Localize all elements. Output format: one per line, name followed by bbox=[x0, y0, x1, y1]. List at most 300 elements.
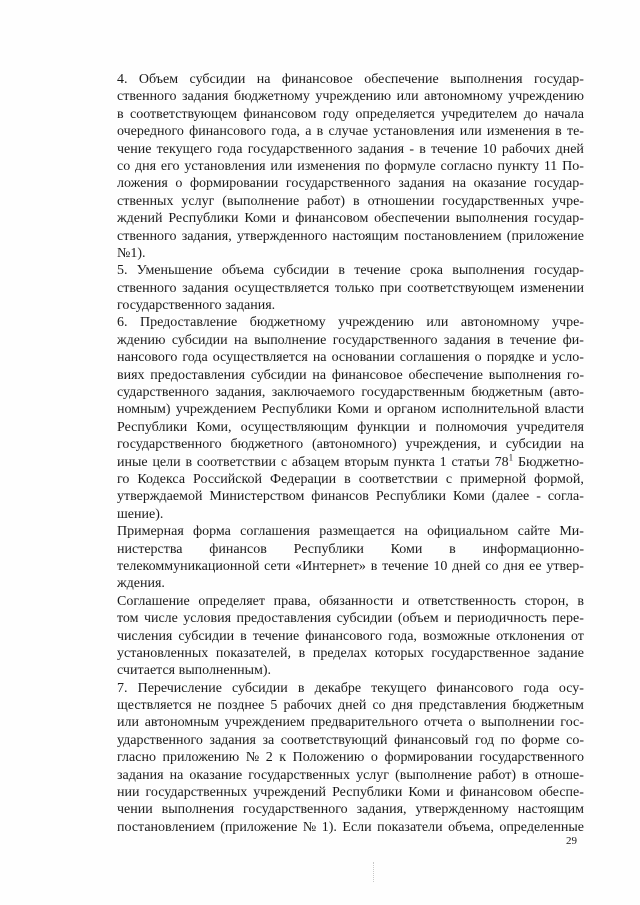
word: виях bbox=[117, 367, 145, 383]
word: которых bbox=[374, 645, 424, 661]
word: формировании bbox=[189, 176, 279, 192]
word: условия bbox=[183, 611, 232, 627]
word: согла- bbox=[547, 489, 584, 505]
word: ее bbox=[529, 558, 542, 574]
word: те- bbox=[566, 124, 584, 140]
text-line-content: считается выполненным). bbox=[117, 663, 272, 679]
word: осуществляющим bbox=[240, 419, 349, 435]
word: 11 bbox=[543, 158, 558, 174]
text-line-content: государственного задания. bbox=[117, 298, 276, 314]
word: выполнения bbox=[450, 72, 523, 87]
word: гласно bbox=[117, 750, 156, 766]
word: соответствующем bbox=[407, 280, 515, 296]
text-line bbox=[117, 349, 584, 366]
word: нансового bbox=[117, 350, 178, 366]
word: представления bbox=[418, 698, 507, 714]
word: учреждения, bbox=[405, 437, 481, 453]
text-line bbox=[117, 628, 584, 645]
scan-fold-mark bbox=[373, 862, 376, 882]
word: со bbox=[117, 158, 131, 174]
word: усло- bbox=[552, 350, 584, 366]
text-line bbox=[117, 367, 584, 384]
word: бюджетным bbox=[512, 698, 584, 714]
word: и bbox=[374, 402, 382, 418]
word: ложения bbox=[117, 176, 168, 192]
word: в bbox=[522, 767, 529, 783]
word: ственных bbox=[117, 193, 174, 209]
word: (выполнение bbox=[222, 193, 300, 209]
word: размещается bbox=[319, 524, 395, 540]
word: изменении bbox=[519, 280, 584, 296]
word: учредителя bbox=[516, 419, 584, 435]
word: государственных bbox=[442, 193, 545, 209]
word: пределах bbox=[312, 645, 367, 661]
word: утвержденному bbox=[415, 802, 509, 818]
word: или bbox=[459, 124, 482, 140]
word: 5. bbox=[117, 263, 128, 279]
word: ударственного bbox=[117, 732, 203, 748]
word: осуществляется bbox=[234, 280, 330, 296]
text-line-content: ждения. bbox=[117, 576, 165, 592]
word: соглашения bbox=[240, 524, 310, 540]
word: на bbox=[570, 437, 584, 453]
word: случае bbox=[328, 124, 369, 140]
word: позднее bbox=[217, 698, 265, 714]
word: и bbox=[401, 593, 410, 609]
word: не bbox=[197, 698, 212, 714]
word: го- bbox=[566, 367, 584, 383]
text-line bbox=[117, 245, 584, 262]
word: течение bbox=[252, 628, 300, 644]
word: года, bbox=[271, 124, 301, 140]
text-line bbox=[117, 523, 584, 540]
word: к bbox=[279, 750, 287, 766]
word: услуг bbox=[356, 767, 390, 783]
word: № bbox=[302, 819, 317, 835]
word: задания bbox=[443, 332, 491, 348]
word: «Интернет» bbox=[295, 558, 366, 574]
word: порядке bbox=[486, 350, 535, 366]
word: нии bbox=[117, 785, 140, 801]
word: соответствии bbox=[358, 471, 438, 487]
word: бюджетным bbox=[471, 385, 543, 401]
word: (выполнение bbox=[395, 767, 472, 783]
word: задания bbox=[117, 767, 164, 783]
word: на bbox=[404, 524, 418, 540]
word: предварительного bbox=[310, 715, 419, 731]
word: объема, bbox=[448, 819, 494, 835]
word: соответствии bbox=[196, 454, 277, 470]
text-line bbox=[117, 767, 584, 784]
word: финансового bbox=[436, 680, 514, 696]
word: субсидии bbox=[189, 72, 246, 87]
word: течение bbox=[354, 263, 401, 279]
word: финансовое bbox=[281, 72, 353, 87]
word: (объем bbox=[397, 611, 439, 627]
word: ждений bbox=[117, 211, 163, 227]
word: задания bbox=[357, 141, 405, 157]
word: субсидии bbox=[336, 611, 393, 627]
word: Уменьшение bbox=[136, 263, 213, 279]
word: сети bbox=[264, 558, 291, 574]
word: или bbox=[270, 158, 293, 174]
word: определяет bbox=[198, 593, 265, 609]
word: Примерная bbox=[117, 524, 184, 540]
word: на bbox=[169, 767, 184, 783]
word: бюджетного bbox=[230, 437, 304, 453]
word: $78^1$ bbox=[494, 451, 514, 470]
text-line bbox=[117, 488, 584, 505]
word: оказание bbox=[189, 767, 243, 783]
word: учреждений bbox=[253, 785, 327, 801]
word: номным) bbox=[117, 402, 171, 418]
word: в bbox=[555, 124, 562, 140]
word: субсидии bbox=[505, 437, 562, 453]
word: органом bbox=[387, 402, 437, 418]
word: субсидии bbox=[178, 628, 235, 644]
word: задания, bbox=[181, 228, 232, 244]
word: Коми bbox=[390, 541, 423, 557]
word: - bbox=[409, 141, 414, 157]
word: 5 bbox=[270, 698, 278, 714]
word: года, bbox=[388, 628, 417, 644]
word: финансовом bbox=[295, 211, 369, 227]
word: текущего bbox=[371, 680, 427, 696]
word: на bbox=[452, 176, 467, 192]
word: финансов bbox=[209, 541, 267, 557]
word: государственных bbox=[145, 785, 248, 801]
word: течение bbox=[382, 558, 429, 574]
word: автономному bbox=[424, 89, 503, 105]
word: финансовый bbox=[394, 732, 469, 748]
word: государственного bbox=[247, 141, 353, 157]
word: бюджетному bbox=[249, 315, 326, 331]
word: настоящим bbox=[517, 802, 584, 818]
word: 7. bbox=[117, 680, 128, 696]
word: обеспе- bbox=[538, 785, 584, 801]
word: автономным bbox=[144, 715, 219, 731]
text-line bbox=[117, 384, 584, 401]
text-line bbox=[117, 141, 584, 158]
word: задания bbox=[209, 732, 256, 748]
word: очередного bbox=[117, 124, 184, 140]
word: постановлением bbox=[403, 228, 502, 244]
word: выполнении bbox=[481, 715, 555, 731]
word: обеспечение bbox=[364, 72, 439, 87]
word: в bbox=[316, 124, 324, 140]
word: Российской bbox=[193, 471, 263, 487]
word: заключаемого bbox=[271, 385, 355, 401]
word: года bbox=[182, 350, 208, 366]
word: обеспечении bbox=[374, 211, 450, 227]
text-line bbox=[117, 123, 584, 140]
word: Соглашение bbox=[117, 593, 190, 609]
text-line bbox=[117, 88, 584, 105]
text-line bbox=[117, 297, 584, 314]
word: а bbox=[305, 124, 312, 140]
word: в bbox=[577, 593, 584, 609]
word: Объем bbox=[138, 72, 179, 87]
word: за bbox=[262, 732, 275, 748]
word: или bbox=[396, 89, 419, 105]
word: Республики bbox=[375, 489, 447, 505]
text-line bbox=[117, 680, 584, 697]
superscript-number: 1 bbox=[508, 451, 514, 462]
text-line bbox=[117, 228, 584, 245]
word: субсидии bbox=[232, 680, 288, 696]
word: (приложение bbox=[220, 819, 298, 835]
text-line-content: шение). bbox=[117, 506, 164, 522]
word: Республики bbox=[261, 402, 332, 418]
word: или bbox=[426, 315, 449, 331]
word: рабочих bbox=[283, 698, 332, 714]
text-line bbox=[117, 819, 584, 836]
text-line bbox=[117, 332, 584, 349]
word: в bbox=[370, 558, 378, 574]
word: чении bbox=[117, 802, 153, 818]
word: 2 bbox=[265, 750, 273, 766]
text-line bbox=[117, 662, 584, 679]
word: числения bbox=[117, 628, 173, 644]
text-line bbox=[117, 401, 584, 418]
text-line bbox=[117, 506, 584, 523]
document-body-text bbox=[117, 71, 584, 836]
word: и bbox=[446, 785, 454, 801]
word: 10 bbox=[433, 558, 448, 574]
word: приложению bbox=[162, 750, 240, 766]
word: ственного bbox=[117, 89, 177, 105]
word: осу- bbox=[558, 680, 584, 696]
word: субсидии bbox=[250, 367, 307, 383]
word: в bbox=[338, 263, 346, 279]
word: установления bbox=[184, 158, 266, 174]
word: государственным bbox=[361, 385, 465, 401]
word: государственного bbox=[285, 176, 391, 192]
word: в bbox=[297, 680, 305, 696]
word: отчета bbox=[423, 715, 463, 731]
word: Федерации bbox=[270, 471, 337, 487]
word: Если bbox=[342, 819, 372, 835]
word: форме bbox=[521, 732, 560, 748]
word: абзацем bbox=[291, 454, 340, 470]
word: в bbox=[240, 628, 247, 644]
word: примерной bbox=[460, 471, 527, 487]
word: 10 bbox=[482, 141, 497, 157]
word: 6. bbox=[117, 315, 128, 331]
word: автономному bbox=[460, 315, 540, 331]
word: по bbox=[500, 732, 516, 748]
text-line bbox=[117, 451, 584, 471]
word: государственного bbox=[332, 332, 438, 348]
word: утверждаемой bbox=[117, 489, 203, 505]
word: основании bbox=[331, 350, 395, 366]
word: государ- bbox=[534, 176, 584, 192]
word: и bbox=[443, 611, 452, 627]
word: задание bbox=[537, 645, 584, 661]
word: задания bbox=[182, 280, 229, 296]
word: форма bbox=[193, 524, 231, 540]
word: соответствующем bbox=[130, 106, 237, 122]
word: от bbox=[570, 628, 584, 644]
word: Ми- bbox=[559, 524, 584, 540]
word: и bbox=[489, 437, 497, 453]
word: декабре bbox=[314, 680, 362, 696]
word: года bbox=[217, 141, 243, 157]
word: дней bbox=[555, 141, 584, 157]
word: задания, bbox=[215, 385, 266, 401]
word: выполнения bbox=[452, 263, 525, 279]
word: задания bbox=[181, 89, 229, 105]
word: и bbox=[539, 350, 547, 366]
word: телекоммуникационной bbox=[117, 558, 260, 574]
word: 4. bbox=[117, 72, 128, 87]
word: ственного bbox=[117, 280, 177, 296]
text-line bbox=[117, 210, 584, 227]
word: о bbox=[175, 176, 183, 192]
word: государственного bbox=[479, 750, 584, 766]
word: права, bbox=[273, 593, 311, 609]
word: со bbox=[372, 698, 386, 714]
word: в bbox=[419, 141, 426, 157]
word: о bbox=[474, 350, 482, 366]
word: до bbox=[523, 106, 538, 122]
text-line bbox=[117, 158, 584, 175]
word: статьи bbox=[451, 454, 490, 470]
word: сударственного bbox=[117, 385, 209, 401]
word: формировании bbox=[384, 750, 473, 766]
word: финансового bbox=[305, 628, 383, 644]
text-line bbox=[117, 558, 584, 575]
word: Положению bbox=[292, 750, 365, 766]
word: финансового bbox=[189, 124, 267, 140]
word: в bbox=[449, 541, 456, 557]
word: о bbox=[468, 715, 476, 731]
word: изменения bbox=[297, 158, 361, 174]
word: учреждению bbox=[338, 315, 414, 331]
word: государственного bbox=[117, 437, 222, 453]
text-line-content: №1). bbox=[117, 245, 146, 261]
word: в bbox=[344, 471, 351, 487]
word: согласно bbox=[440, 158, 493, 174]
word: дня bbox=[135, 158, 157, 174]
word: утвержденного bbox=[236, 228, 328, 244]
word: объема bbox=[221, 263, 265, 279]
word: изменения bbox=[486, 124, 550, 140]
word: предоставления bbox=[236, 611, 332, 627]
text-line bbox=[117, 784, 584, 801]
word: дня bbox=[503, 558, 525, 574]
word: нистерства bbox=[117, 541, 183, 557]
word: только bbox=[334, 280, 375, 296]
word: выполнения bbox=[455, 211, 529, 227]
word: его bbox=[160, 158, 180, 174]
word: со bbox=[485, 558, 499, 574]
word: Предоставление bbox=[140, 315, 238, 331]
text-line bbox=[117, 436, 584, 453]
word: государственных bbox=[248, 767, 350, 783]
word: (авто- bbox=[549, 385, 584, 401]
text-line bbox=[117, 610, 584, 627]
word: отклонения bbox=[496, 628, 565, 644]
text-line bbox=[117, 471, 584, 488]
text-line bbox=[117, 541, 584, 558]
text-line bbox=[117, 280, 584, 297]
word: или bbox=[117, 715, 139, 731]
word: финансовом bbox=[459, 785, 533, 801]
word: дней bbox=[452, 558, 481, 574]
word: учредителем bbox=[441, 106, 518, 122]
word: настоящим bbox=[332, 228, 399, 244]
word: ществляется bbox=[117, 698, 192, 714]
word: осуществляется bbox=[212, 350, 308, 366]
word: со- bbox=[566, 732, 584, 748]
word: установленных bbox=[117, 645, 209, 661]
word: услуг bbox=[181, 193, 215, 209]
word: учре- bbox=[552, 193, 584, 209]
word: по bbox=[365, 158, 380, 174]
word: гос- bbox=[560, 715, 584, 731]
word: определенные bbox=[499, 819, 584, 835]
word: задания bbox=[398, 176, 445, 192]
word: рабочих bbox=[501, 141, 551, 157]
text-line bbox=[117, 106, 584, 123]
word: исполнительной bbox=[441, 402, 540, 418]
word: числе bbox=[143, 611, 178, 627]
text-line bbox=[117, 575, 584, 592]
word: году bbox=[322, 106, 349, 122]
word: выполнения bbox=[488, 367, 562, 383]
word: формой, bbox=[534, 471, 584, 487]
word: (далее bbox=[491, 489, 530, 505]
word: Перечисление bbox=[137, 680, 222, 696]
word: соответствующий bbox=[280, 732, 388, 748]
word: Коми, bbox=[196, 419, 232, 435]
word: ответственность bbox=[417, 593, 517, 609]
word: текущего bbox=[156, 141, 212, 157]
text-line bbox=[117, 714, 584, 731]
word: государ- bbox=[534, 211, 584, 227]
word: учреждению bbox=[315, 89, 392, 105]
word: учреждением bbox=[224, 715, 306, 731]
word: чение bbox=[117, 141, 152, 157]
page-number: 29 bbox=[566, 835, 577, 847]
word: утвер- bbox=[546, 558, 584, 574]
word: цели bbox=[152, 454, 181, 470]
word: и bbox=[418, 419, 427, 435]
word: Коми bbox=[244, 211, 277, 227]
word: пункту bbox=[497, 158, 539, 174]
word: отноше- bbox=[534, 767, 584, 783]
word: в bbox=[185, 454, 193, 470]
word: Бюджетно- bbox=[517, 454, 584, 470]
word: вторым bbox=[344, 454, 389, 470]
word: ждению bbox=[117, 332, 166, 348]
text-line bbox=[117, 262, 584, 279]
word: бюджетному bbox=[234, 89, 310, 105]
word: течение bbox=[431, 141, 478, 157]
word: пере- bbox=[552, 611, 584, 627]
word: на bbox=[256, 72, 271, 87]
word: оказание bbox=[473, 176, 527, 192]
text-line bbox=[117, 193, 584, 210]
word: власти bbox=[544, 402, 584, 418]
word: финансовом bbox=[243, 106, 317, 122]
word: 1). bbox=[321, 819, 337, 835]
word: дней bbox=[338, 698, 367, 714]
text-line bbox=[117, 71, 584, 88]
word: финансовое bbox=[331, 367, 403, 383]
text-line bbox=[117, 645, 584, 662]
